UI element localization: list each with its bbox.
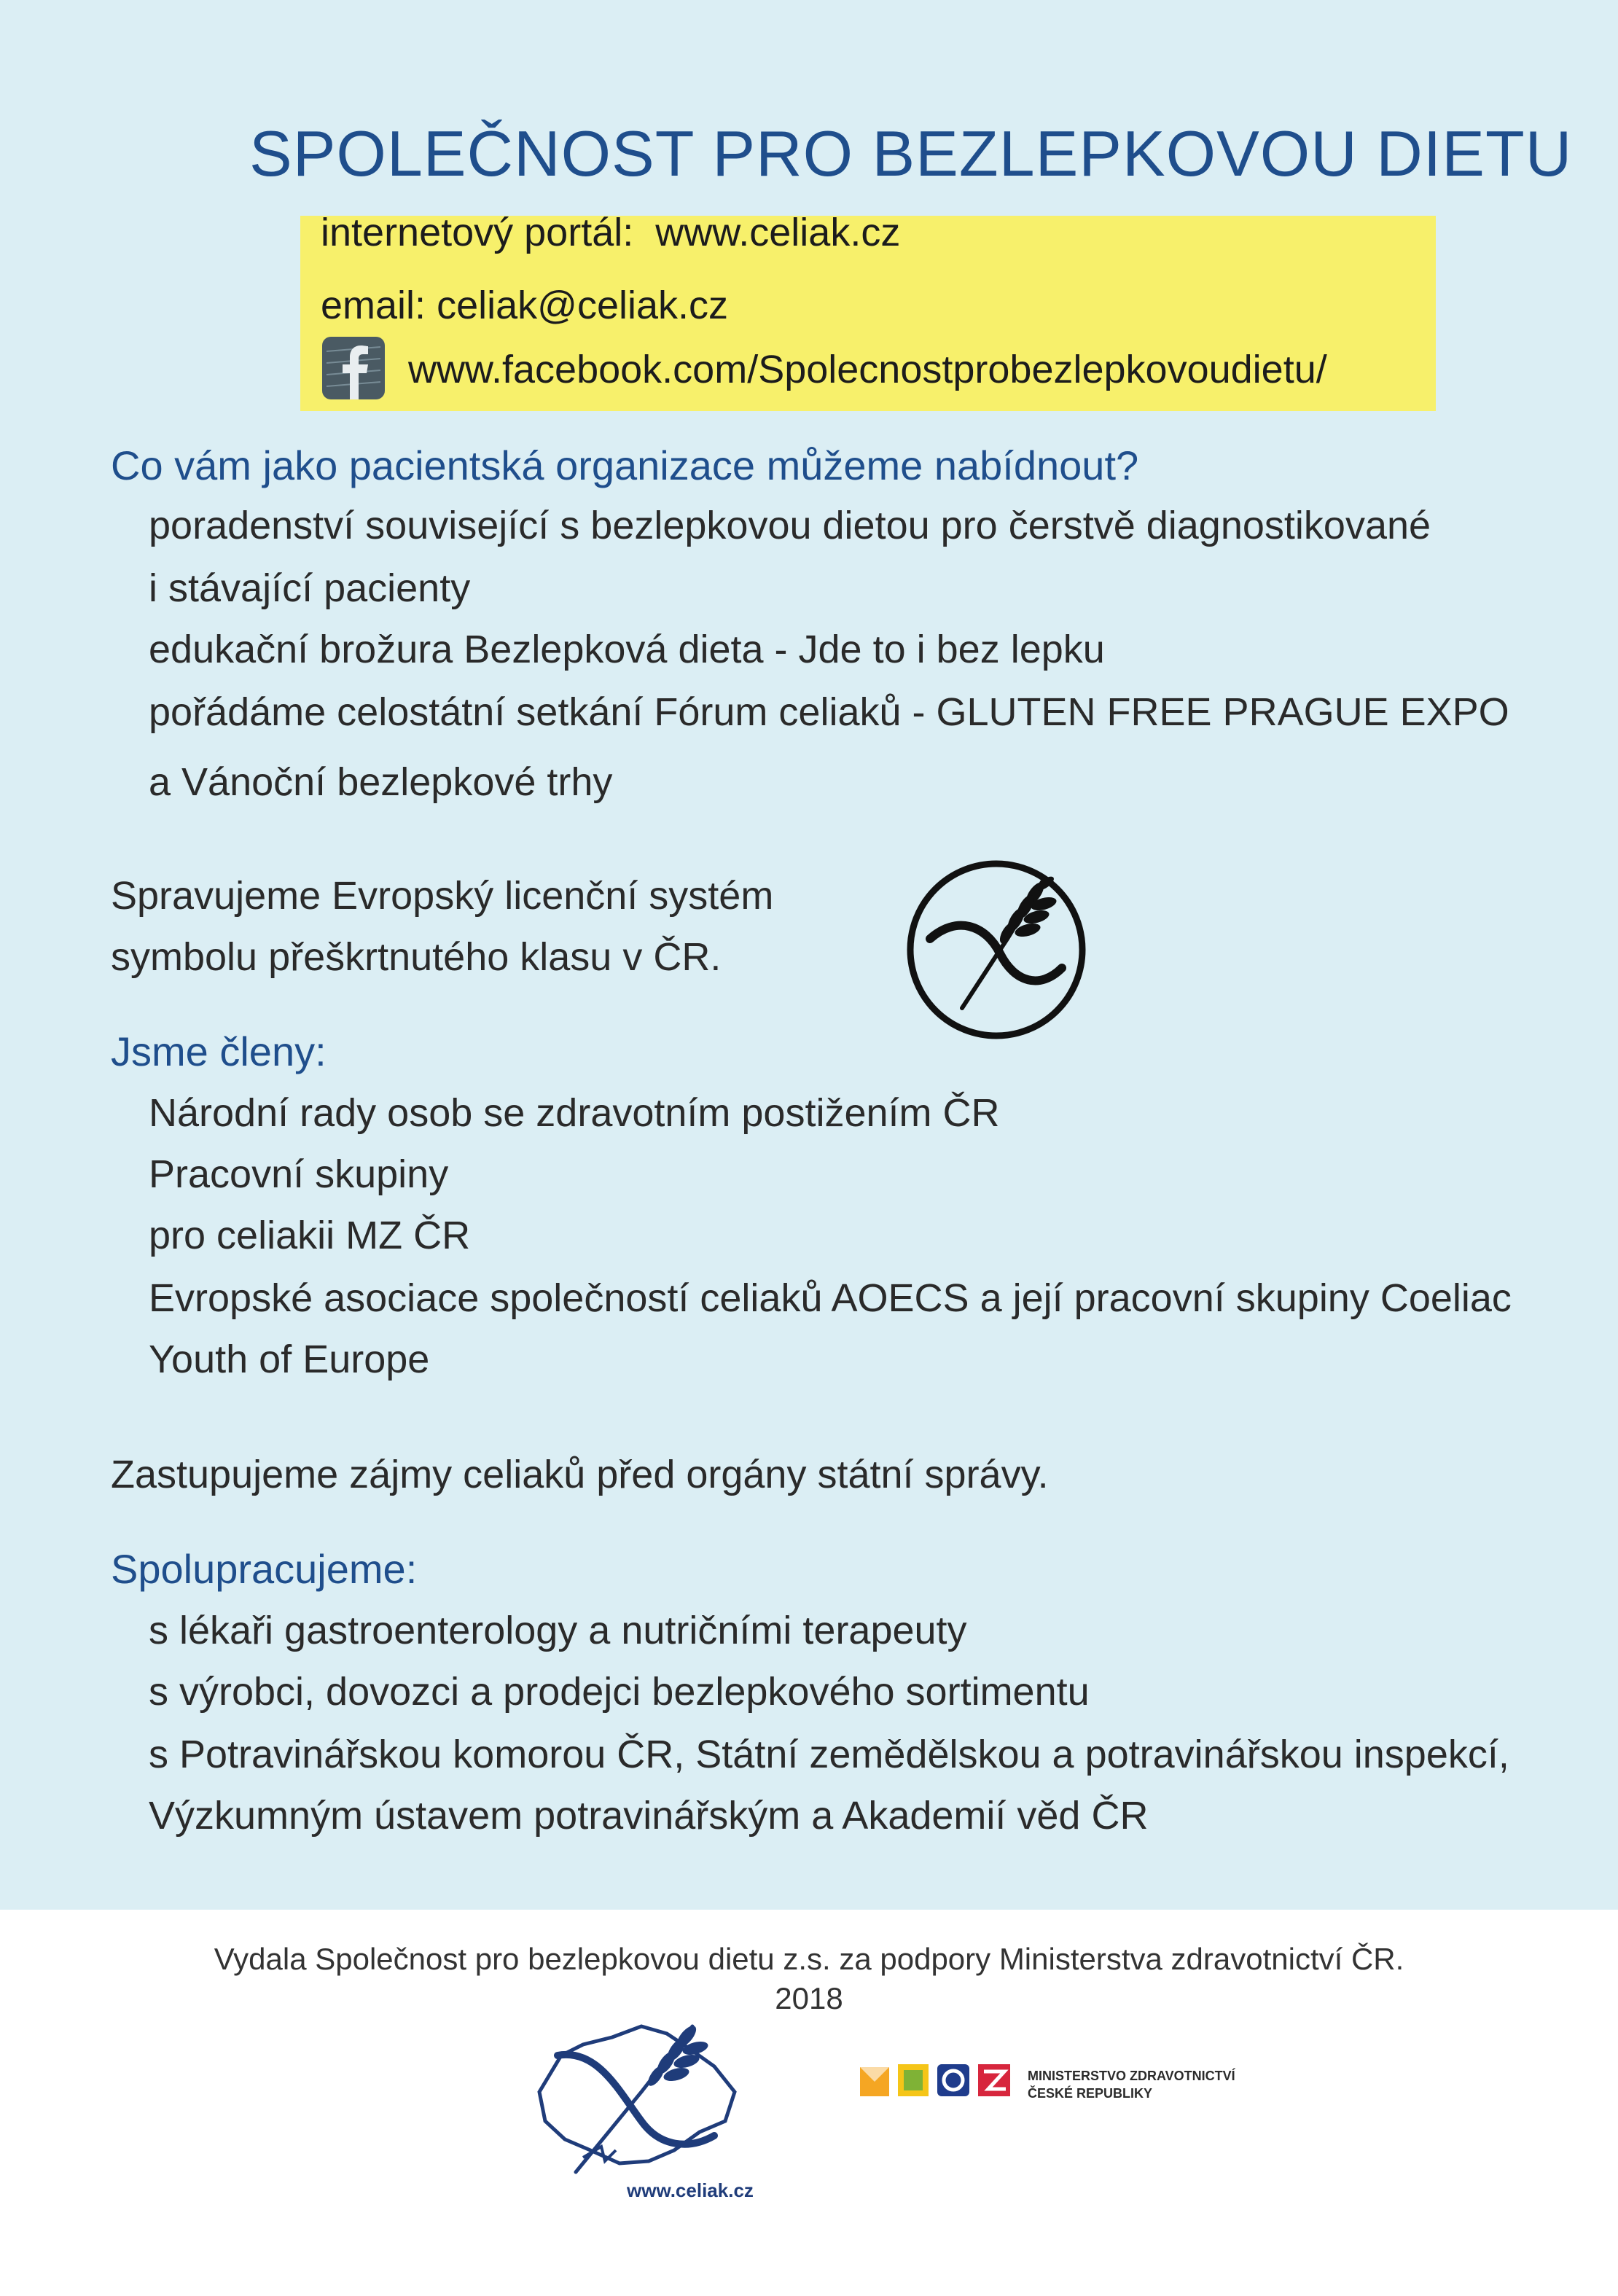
mz-logo[interactable] [857,2057,1015,2104]
footer-publisher: Vydala Společnost pro bezlepkovou dietu z.s. za podpory Ministerstva zdravotnictví ČR. [214,1942,1404,1976]
members-line: pro celiakii MZ ČR [149,1214,471,1257]
crossed-grain-icon [905,859,1087,1041]
offer-line: poradenství související s bezlepkovou dietou pro čerstvě diagnostikované [149,504,1431,547]
celiak-logo-url[interactable]: www.celiak.cz [627,2179,754,2201]
members-line: Pracovní skupiny [149,1152,449,1196]
celiak-logo[interactable] [532,2004,743,2209]
license-line: Spravujeme Evropský licenční systém [111,874,774,918]
email-label: email: [321,284,426,327]
represent-line: Zastupujeme zájmy celiaků před orgány státní správy. [111,1453,1049,1496]
portal-label: internetový portál: [321,211,634,254]
cooperate-line: s Potravinářskou komorou ČR, Státní zemědělskou a potravinářskou inspekcí, [149,1733,1509,1776]
cooperate-heading: Spolupracujeme: [111,1546,418,1592]
cooperate-line: s lékaři gastroenterology a nutričními terapeuty [149,1609,967,1652]
offer-heading: Co vám jako pacientská organizace můžeme nabídnout? [111,442,1139,488]
offer-line: edukační brožura Bezlepková dieta - Jde to i bez lepku [149,628,1105,671]
mz-line: MINISTERSTVO ZDRAVOTNICTVÍ [1028,2069,1235,2083]
offer-line: pořádáme celostátní setkání Fórum celiaků - GLUTEN FREE PRAGUE EXPO [149,690,1509,734]
cooperate-line: Výzkumným ústavem potravinářským a Akademií věd ČR [149,1794,1149,1838]
members-line: Národní rady osob se zdravotním postižením ČR [149,1091,1000,1135]
portal-line [321,210,900,255]
facebook-link[interactable]: www.facebook.com/Spolecnostprobezlepkovoudietu/ [408,348,1327,391]
members-line: Youth of Europe [149,1338,430,1381]
facebook-icon[interactable] [322,337,385,399]
cooperate-line: s výrobci, dovozci a prodejci bezlepkového sortimentu [149,1670,1090,1714]
footer-year: 2018 [775,1981,843,2015]
mz-logo-text [1028,2067,1235,2102]
members-line: Evropské asociace společností celiaků AOECS a její pracovní skupiny Coeliac [149,1276,1512,1320]
footer-logos [292,2004,1407,2216]
license-line: symbolu přeškrtnutého klasu v ČR. [111,935,722,979]
portal-link[interactable]: www.celiak.cz [655,211,901,254]
email-line [321,283,728,328]
offer-line: i stávající pacienty [149,566,471,610]
offer-line: a Vánoční bezlepkové trhy [149,760,613,804]
members-heading: Jsme členy: [111,1028,327,1074]
email-link[interactable]: celiak@celiak.cz [437,284,728,327]
mz-line: ČESKÉ REPUBLIKY [1028,2086,1153,2101]
page-title: SPOLEČNOST PRO BEZLEPKOVOU DIETU [249,117,1573,190]
